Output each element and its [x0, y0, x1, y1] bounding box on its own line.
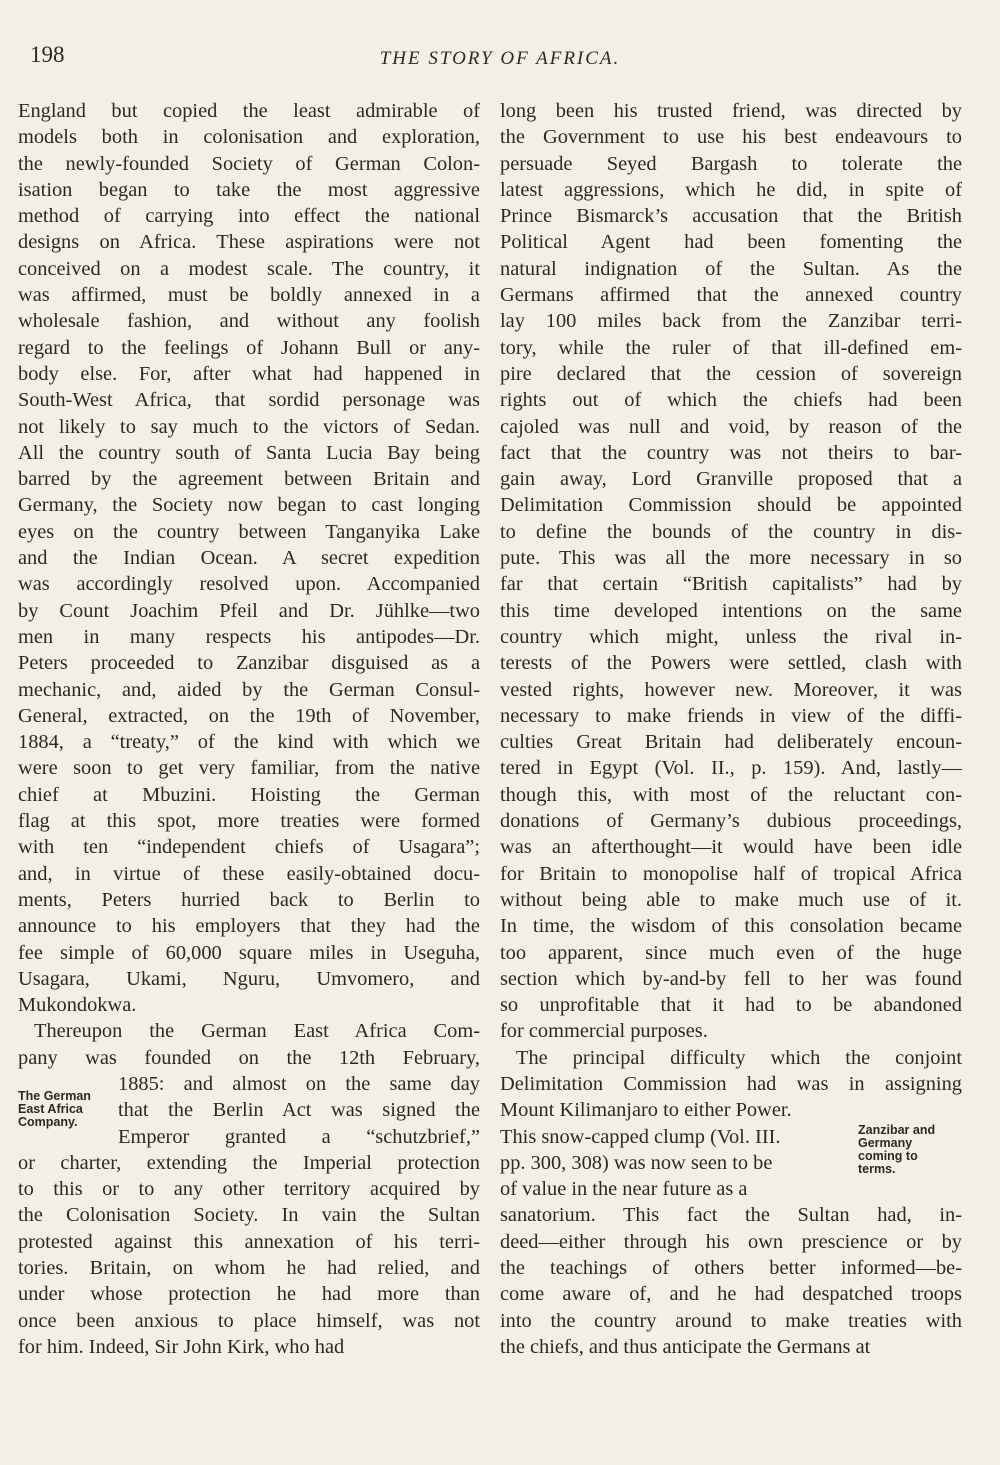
text-line: come aware of, and he had despatched troops: [500, 1283, 962, 1306]
text-line: necessary to make friends in view of the diffi-: [500, 704, 962, 727]
text-line: so unprofitable that it had to be abandoned: [500, 994, 962, 1017]
text-line: with ten “independent chiefs of Usagara”;: [18, 836, 480, 859]
text-line: fee simple of 60,000 square miles in Useguha,: [18, 941, 480, 964]
text-line: deed—either through his own prescience or by: [500, 1230, 962, 1253]
text-line: by Count Joachim Pfeil and Dr. Jühlke—two: [18, 599, 480, 622]
text-line: men in many respects his antipodes—Dr.: [18, 625, 480, 648]
text-line: Peters proceeded to Zanzibar disguised as a: [18, 652, 480, 675]
text-line: Germany, the Society now began to cast longing: [18, 494, 480, 517]
text-line: Prince Bismarck’s accusation that the British: [500, 205, 962, 228]
text-line: were soon to get very familiar, from the native: [18, 757, 480, 780]
page-header: [30, 42, 970, 76]
text-line: mechanic, and, aided by the German Consul-: [18, 678, 480, 701]
text-line: long been his trusted friend, was directed by: [500, 100, 962, 122]
right-column: [500, 98, 962, 1360]
text-line: this time developed intentions on the same: [500, 599, 962, 622]
text-line: Germans affirmed that the annexed country: [500, 284, 962, 307]
text-line: or charter, extending the Imperial protection: [18, 1151, 480, 1174]
text-line: Mukondokwa.: [18, 994, 137, 1017]
text-line: not likely to say much to the victors of Sedan.: [18, 415, 480, 438]
text-line: of value in the near future as a: [500, 1178, 748, 1201]
text-line: though this, with most of the reluctant con-: [500, 783, 962, 806]
sidenote-line: East Africa: [18, 1102, 83, 1116]
text-line: that the Berlin Act was signed the: [118, 1099, 480, 1122]
text-line: Emperor granted a “schutzbrief,”: [118, 1125, 480, 1148]
text-line: and the Indian Ocean. A secret expedition: [18, 547, 480, 570]
text-line: ments, Peters hurried back to Berlin to: [18, 888, 480, 911]
text-line: was an afterthought—it would have been idle: [500, 836, 962, 859]
text-line: Delimitation Commission had was in assigning: [500, 1072, 962, 1095]
text-line: This snow-capped clump (Vol. III.: [500, 1125, 781, 1148]
text-line: into the country around to make treaties with: [500, 1309, 962, 1332]
sidenote-line: coming to: [858, 1149, 918, 1163]
sidenote-zanzibar-and-germany: [858, 1124, 935, 1176]
text-line: pp. 300, 308) was now seen to be: [500, 1151, 773, 1174]
text-line: under whose protection he had more than: [18, 1283, 480, 1306]
text-line: gain away, Lord Granville proposed that a: [500, 468, 962, 491]
text-line: and, in virtue of these easily-obtained docu-: [18, 862, 480, 885]
text-line: Thereupon the German East Africa Com-: [34, 1020, 480, 1043]
text-line: was affirmed, must be boldly annexed in a: [18, 284, 480, 307]
text-line: 1885: and almost on the same day: [118, 1072, 480, 1095]
sidenote-line: Germany: [858, 1136, 913, 1150]
text-line: chief at Mbuzini. Hoisting the German: [18, 783, 480, 806]
text-line: donations of Germany’s dubious proceedings,: [500, 810, 962, 833]
text-line: 1884, a “treaty,” of the kind with which we: [18, 731, 480, 754]
text-line: for Britain to monopolise half of tropical Africa: [500, 862, 962, 885]
text-line: flag at this spot, more treaties were formed: [18, 810, 480, 833]
text-line: natural indignation of the Sultan. As the: [500, 257, 962, 280]
text-line: Usagara, Ukami, Nguru, Umvomero, and: [18, 967, 480, 990]
text-line: the newly-founded Society of German Colon-: [18, 152, 480, 175]
text-line: pany was founded on the 12th February,: [18, 1046, 480, 1069]
text-line: rights out of which the chiefs had been: [500, 389, 962, 412]
text-line: latest aggressions, which he did, in spite of: [500, 178, 962, 201]
text-line: without being able to make much use of it.: [500, 888, 962, 911]
text-line: for commercial purposes.: [500, 1020, 708, 1043]
text-line: the chiefs, and thus anticipate the Germans at: [500, 1335, 871, 1358]
text-line: the Government to use his best endeavours to: [500, 126, 962, 149]
text-line: section which by-and-by fell to her was found: [500, 967, 962, 990]
text-line: announce to his employers that they had the: [18, 915, 480, 938]
sidenote-line: terms.: [858, 1162, 896, 1176]
running-title: THE STORY OF AFRICA.: [379, 48, 621, 69]
text-line: method of carrying into effect the national: [18, 205, 480, 228]
sidenote-german-east-africa-company: [18, 1090, 91, 1129]
text-line: General, extracted, on the 19th of November,: [18, 704, 480, 727]
text-line: persuade Seyed Bargash to tolerate the: [500, 152, 962, 175]
text-line: The principal difficulty which the conjoint: [516, 1046, 962, 1069]
text-line: the Colonisation Society. In vain the Sultan: [18, 1204, 480, 1227]
text-line: England but copied the least admirable of: [18, 100, 480, 122]
text-line: country which might, unless the rival in-: [500, 625, 962, 648]
text-line: the teachings of others better informed—be-: [500, 1257, 962, 1280]
text-line: for him. Indeed, Sir John Kirk, who had: [18, 1335, 345, 1358]
text-line: wholesale fashion, and without any foolish: [18, 310, 480, 333]
text-line: All the country south of Santa Lucia Bay being: [18, 441, 480, 464]
text-line: tered in Egypt (Vol. II., p. 159). And, lastly—: [500, 757, 962, 780]
text-line: body else. For, after what had happened in: [18, 362, 480, 385]
text-line: to define the bounds of the country in dis-: [500, 520, 962, 543]
text-line: once been anxious to place himself, was not: [18, 1309, 480, 1332]
text-line: isation began to take the most aggressive: [18, 178, 480, 201]
text-line: lay 100 miles back from the Zanzibar terri-: [500, 310, 962, 333]
text-line: sanatorium. This fact the Sultan had, in-: [500, 1204, 962, 1227]
text-line: culties Great Britain had deliberately encoun-: [500, 731, 962, 754]
text-line: tories. Britain, on whom he had relied, and: [18, 1257, 480, 1280]
text-line: South-West Africa, that sordid personage was: [18, 389, 480, 412]
text-line: terests of the Powers were settled, clash with: [500, 652, 962, 675]
text-line: conceived on a modest scale. The country, it: [18, 257, 480, 280]
text-line: vested rights, however new. Moreover, it was: [500, 678, 962, 701]
text-line: tory, while the ruler of that ill-defined em-: [500, 336, 962, 359]
text-line: barred by the agreement between Britain and: [18, 468, 480, 491]
text-line: too apparent, since much even of the huge: [500, 941, 962, 964]
text-line: regard to the feelings of Johann Bull or any-: [18, 336, 480, 359]
left-column: [18, 98, 480, 1360]
text-line: designs on Africa. These aspirations were not: [18, 231, 480, 254]
text-line: pire declared that the cession of sovereign: [500, 362, 962, 385]
page-number: 198: [30, 42, 65, 67]
text-line: was accordingly resolved upon. Accompanied: [18, 573, 480, 596]
sidenote-line: Zanzibar and: [858, 1123, 936, 1137]
text-line: models both in colonisation and exploration,: [18, 126, 480, 149]
text-line: cajoled was null and void, by reason of the: [500, 415, 962, 438]
text-line: Political Agent had been fomenting the: [500, 231, 962, 254]
text-line: to this or to any other territory acquired by: [18, 1178, 480, 1201]
sidenote-line: The German: [18, 1089, 91, 1103]
text-line: far that certain “British capitalists” had by: [500, 573, 962, 596]
text-line: protested against this annexation of his terri-: [18, 1230, 480, 1253]
text-line: In time, the wisdom of this consolation became: [500, 915, 962, 938]
sidenote-line: Company.: [18, 1115, 78, 1129]
text-line: pute. This was all the more necessary in so: [500, 547, 962, 570]
text-line: eyes on the country between Tanganyika Lake: [18, 520, 480, 543]
text-line: Delimitation Commission should be appointed: [500, 494, 962, 517]
text-line: fact that the country was not theirs to bar-: [500, 441, 962, 464]
text-line: Mount Kilimanjaro to either Power.: [500, 1099, 792, 1122]
